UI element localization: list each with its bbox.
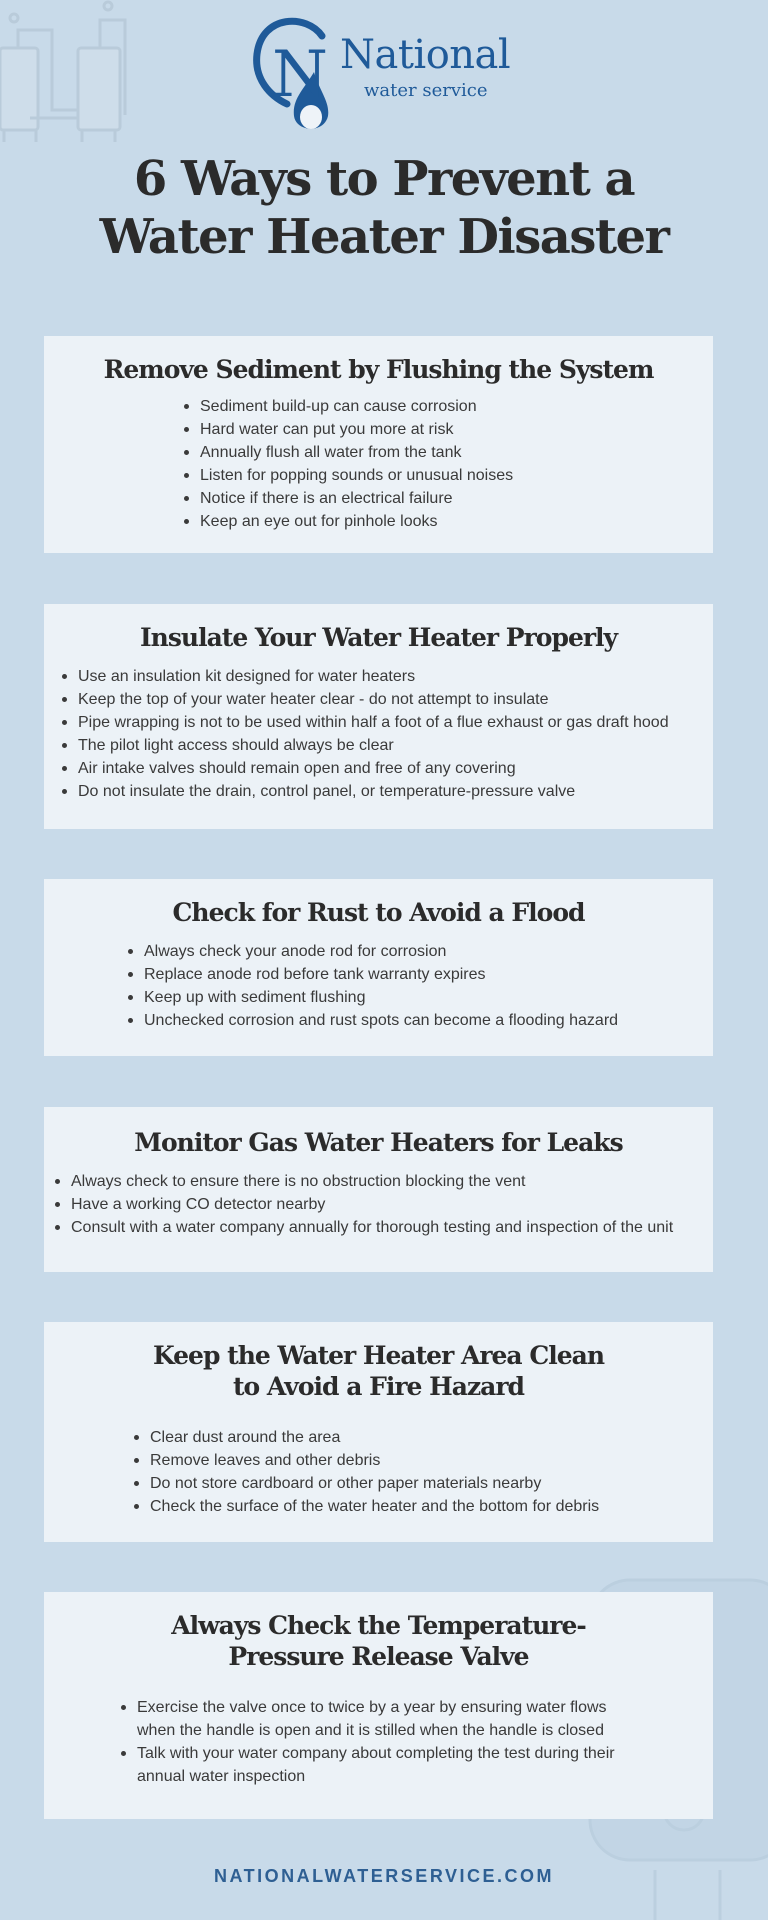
section-title-line-1: Always Check the Temperature- <box>171 1611 586 1640</box>
section-title-line-2: to Avoid a Fire Hazard <box>233 1372 524 1401</box>
list-item: Check the surface of the water heater and the bottom for debris <box>132 1495 713 1518</box>
section-card-pressure-valve <box>44 1592 713 1819</box>
list-item: Unchecked corrosion and rust spots can become a flooding hazard <box>126 1009 713 1032</box>
page-title <box>0 150 768 266</box>
section-card-insulate <box>44 604 713 829</box>
list-item: Do not store cardboard or other paper materials nearby <box>132 1472 713 1495</box>
list-item: Remove leaves and other debris <box>132 1449 713 1472</box>
section-title-line-1: Keep the Water Heater Area Clean <box>152 1341 605 1370</box>
list-item: Sediment build-up can cause corrosion <box>182 395 713 418</box>
list-item: Clear dust around the area <box>132 1426 713 1449</box>
page-title-line-2: Water Heater Disaster <box>99 209 669 265</box>
water-heaters-illustration <box>0 0 150 145</box>
list-item: Talk with your water company about completing the test during their annual water inspection <box>119 1742 619 1788</box>
section-title: Insulate Your Water Heater Properly <box>139 623 618 652</box>
list-item: The pilot light access should always be clear <box>60 734 713 757</box>
list-item: Use an insulation kit designed for water heaters <box>60 665 713 688</box>
section-card-rust <box>44 879 713 1056</box>
section-title: Check for Rust to Avoid a Flood <box>172 898 585 927</box>
list-item: Always check to ensure there is no obstruction blocking the vent <box>53 1170 713 1193</box>
list-item: Listen for popping sounds or unusual noises <box>182 464 713 487</box>
section-card-gas-leaks <box>44 1107 713 1272</box>
section-card-fire-hazard <box>44 1322 713 1542</box>
list-item: Keep up with sediment flushing <box>126 986 713 1009</box>
section-list <box>126 940 713 1032</box>
list-item: Notice if there is an electrical failure <box>182 487 713 510</box>
svg-text:N: N <box>272 38 328 112</box>
list-item: Always check your anode rod for corrosion <box>126 940 713 963</box>
list-item: Annually flush all water from the tank <box>182 441 713 464</box>
list-item: Keep an eye out for pinhole looks <box>182 510 713 533</box>
list-item: Exercise the valve once to twice by a year by ensuring water flows when the handle is open and it is stilled when the handle is closed <box>119 1696 619 1742</box>
list-item: Consult with a water company annually for thorough testing and inspection of the unit <box>53 1216 713 1239</box>
brand-name: National <box>340 32 511 78</box>
list-item: Hard water can put you more at risk <box>182 418 713 441</box>
list-item: Pipe wrapping is not to be used within half a foot of a flue exhaust or gas draft hood <box>60 711 713 734</box>
section-title: Remove Sediment by Flushing the System <box>103 355 654 384</box>
section-title <box>44 1610 713 1672</box>
list-item: Do not insulate the drain, control panel, or temperature-pressure valve <box>60 780 713 803</box>
section-title: Monitor Gas Water Heaters for Leaks <box>134 1128 623 1157</box>
section-card-sediment <box>44 336 713 553</box>
section-list <box>132 1426 713 1518</box>
section-list <box>182 395 713 533</box>
brand-tagline: water service <box>364 80 488 101</box>
section-title <box>44 1340 713 1402</box>
list-item: Replace anode rod before tank warranty expires <box>126 963 713 986</box>
website-link[interactable]: NATIONALWATERSERVICE.COM <box>213 1866 554 1886</box>
page-title-line-1: 6 Ways to Prevent a <box>133 151 635 207</box>
section-list <box>60 665 713 803</box>
list-item: Air intake valves should remain open and free of any covering <box>60 757 713 780</box>
section-list <box>119 1696 619 1788</box>
list-item: Keep the top of your water heater clear - do not attempt to insulate <box>60 688 713 711</box>
section-title-line-2: Pressure Release Valve <box>228 1642 529 1671</box>
national-water-service-logo <box>252 14 512 139</box>
section-list <box>53 1170 713 1239</box>
list-item: Have a working CO detector nearby <box>53 1193 713 1216</box>
